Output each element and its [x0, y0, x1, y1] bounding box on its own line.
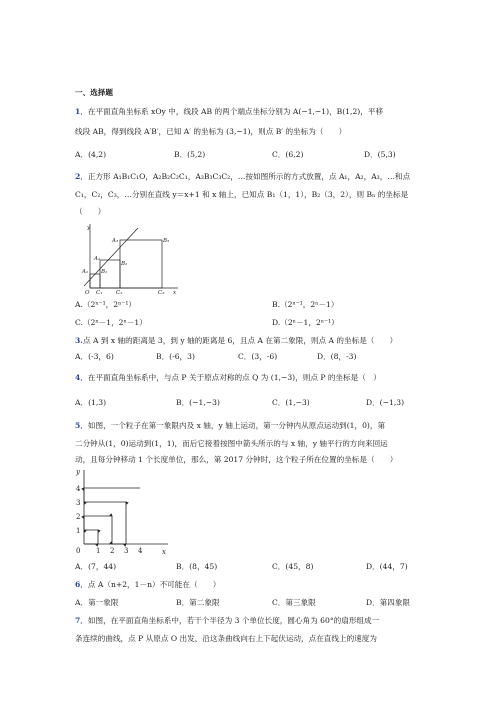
q6-option-d[interactable]: D．第四象限: [366, 598, 411, 607]
fig2-label-b3: B₃: [163, 238, 170, 244]
q1-line1: [75, 107, 383, 117]
fig5-xtick-4: 4: [138, 547, 143, 555]
q2-number: 2．: [75, 172, 88, 181]
fig5-label-y: y: [76, 468, 80, 476]
fig2-label-b2: B₂: [121, 261, 128, 267]
fig2-label-c1: C₁: [96, 290, 103, 295]
fig2-label-y: y: [87, 225, 91, 231]
q5-line3: 动，且每分钟移动 1 个长度单位，那么，第 2017 分钟时，这个粒子所在位置的坐标是（ ）: [75, 455, 398, 464]
q5-option-a[interactable]: A．(7，44): [75, 562, 117, 571]
q5-figure: [72, 464, 172, 556]
fig5-label-x: x: [162, 548, 166, 556]
q7-line1: [75, 616, 379, 626]
q5-option-b[interactable]: B．(8，45): [176, 562, 218, 571]
q7-number: 7．: [75, 616, 88, 625]
fig5-ytick-2: 2: [76, 513, 81, 521]
q5-line1: [75, 421, 385, 431]
q2-line3: （ ）: [75, 207, 106, 216]
q4-option-b[interactable]: B．(−1,−3): [176, 398, 220, 407]
q6-number: 6．: [75, 580, 88, 589]
square-1: [90, 274, 100, 288]
q2-text1: 正方形 A₁B₁C₁O，A₂B₂C₂C₁，A₃B₃C₃C₂，…按如图所示的方式放置，点 A₁，A₂，A₃，…和点: [87, 172, 411, 181]
q1-number: 1．: [75, 107, 88, 116]
q4-option-d[interactable]: D．(−1,3): [366, 398, 405, 407]
q1-option-b[interactable]: B．(5,2): [174, 150, 206, 159]
q3-line1: [75, 336, 397, 346]
line-y-eq-x-plus-1: [84, 228, 138, 286]
q2-option-d[interactable]: D.（2ⁿ－1，2ⁿ⁻¹）: [272, 318, 339, 327]
q3-option-d[interactable]: D．(8，-3): [317, 352, 357, 361]
fig2-label-a2: A₂: [94, 256, 101, 262]
q3-option-b[interactable]: B．(-6，3): [156, 352, 195, 361]
q3-number: 3.: [75, 336, 83, 345]
fig2-label-a3: A₃: [112, 238, 119, 244]
q4-number: 4．: [75, 373, 88, 382]
q2-line2: C₁，C₂，C₃，…分别在直线 y＝x+1 和 x 轴上，已知点 B₁（1，1），B₂（3，2），则 Bₙ 的坐标是: [75, 190, 409, 199]
fig5-xtick-2: 2: [110, 547, 115, 555]
q2-option-b[interactable]: B.（2ⁿ⁻¹，2ⁿ－1）: [272, 300, 339, 309]
q6-option-c[interactable]: C．第三象限: [272, 598, 316, 607]
q2-option-c[interactable]: C.（2ⁿ－1，2ⁿ－1）: [75, 318, 147, 327]
q4-text1: 在平面直角坐标系中，与点 P 关于原点对称的点 Q 为 (1,−3)，则点 P 的坐标是（ ）: [87, 373, 381, 382]
q1-option-c[interactable]: C．(6,2): [272, 150, 304, 159]
fig5-xtick-3: 3: [124, 547, 129, 555]
q5-line2: 二分钟从(1，0)运动到(1，1)，而后它接着按图中箭头所示的与 x 轴，y 轴平行的方向来回运: [75, 439, 388, 448]
q2-line1: [75, 172, 410, 182]
fig2-label-c3: C₃: [158, 290, 165, 295]
q5-number: 5．: [75, 421, 88, 430]
section-title: 一、选择题: [75, 88, 113, 97]
q4-option-a[interactable]: A．(1,3): [75, 398, 107, 407]
q7-line2: 条连续的曲线，点 P 从原点 O 出发，沿这条曲线向右上下起伏运动，点在直线上的速度为: [75, 634, 377, 643]
fig2-label-b1: B₁: [101, 269, 108, 275]
q4-option-c[interactable]: C．(1,−3): [272, 398, 310, 407]
q6-option-b[interactable]: B．第二象限: [176, 598, 220, 607]
fig5-label-origin: 0: [76, 547, 81, 555]
q3-text1: 点 A 到 x 轴的距离是 3，到 y 轴的距离是 6，且点 A 在第二象限，则点 A 的坐标是（ ）: [82, 336, 398, 345]
fig2-label-c2: C₂: [116, 290, 123, 295]
q6-text1: 点 A（n+2，1－n）不可能在（ ）: [87, 580, 221, 589]
fig2-label-o: O: [85, 290, 90, 295]
fig5-ytick-4: 4: [76, 485, 81, 493]
q3-option-a[interactable]: A．(-3，6): [75, 352, 114, 361]
fig2-label-x: x: [173, 290, 177, 295]
q5-option-c[interactable]: C．(45，8): [272, 562, 314, 571]
q6-option-a[interactable]: A．第一象限: [75, 598, 119, 607]
q7-text1: 如图，在平面直角坐标系中，若干个半径为 3 个单位长度，圆心角为 60°的扇形组成一: [87, 616, 380, 625]
fig5-ytick-3: 3: [76, 499, 81, 507]
q5-text1: 如图，一个粒子在第一象限内及 x 轴，y 轴上运动，第一分钟内从原点运动到(1，0)，第: [87, 421, 386, 430]
q1-text1: 在平面直角坐标系 xOy 中，线段 AB 的两个端点坐标分别为 A(−1,−1)，B(1,2)，平移: [87, 107, 384, 116]
q3-option-c[interactable]: C．(3，-6): [238, 352, 278, 361]
q2-figure: [80, 220, 180, 295]
q1-option-d[interactable]: D．(5,3): [364, 150, 396, 159]
q2-option-a[interactable]: A.（2ⁿ⁻¹，2ⁿ⁻¹）: [75, 300, 137, 309]
q1-line2: 线段 AB，得到线段 A′B′，已知 A′ 的坐标为 (3,−1)，则点 B′ 的坐标为（ ）: [75, 127, 347, 136]
fig2-label-a1: A₁: [82, 269, 89, 275]
q1-option-a[interactable]: A．(4,2): [75, 150, 107, 159]
q6-line1: [75, 580, 220, 590]
particle-path: [84, 488, 140, 544]
q5-option-d[interactable]: D．(44，7): [366, 562, 408, 571]
fig5-ytick-1: 1: [76, 527, 81, 535]
q4-line1: [75, 373, 381, 383]
fig5-xtick-1: 1: [96, 547, 101, 555]
